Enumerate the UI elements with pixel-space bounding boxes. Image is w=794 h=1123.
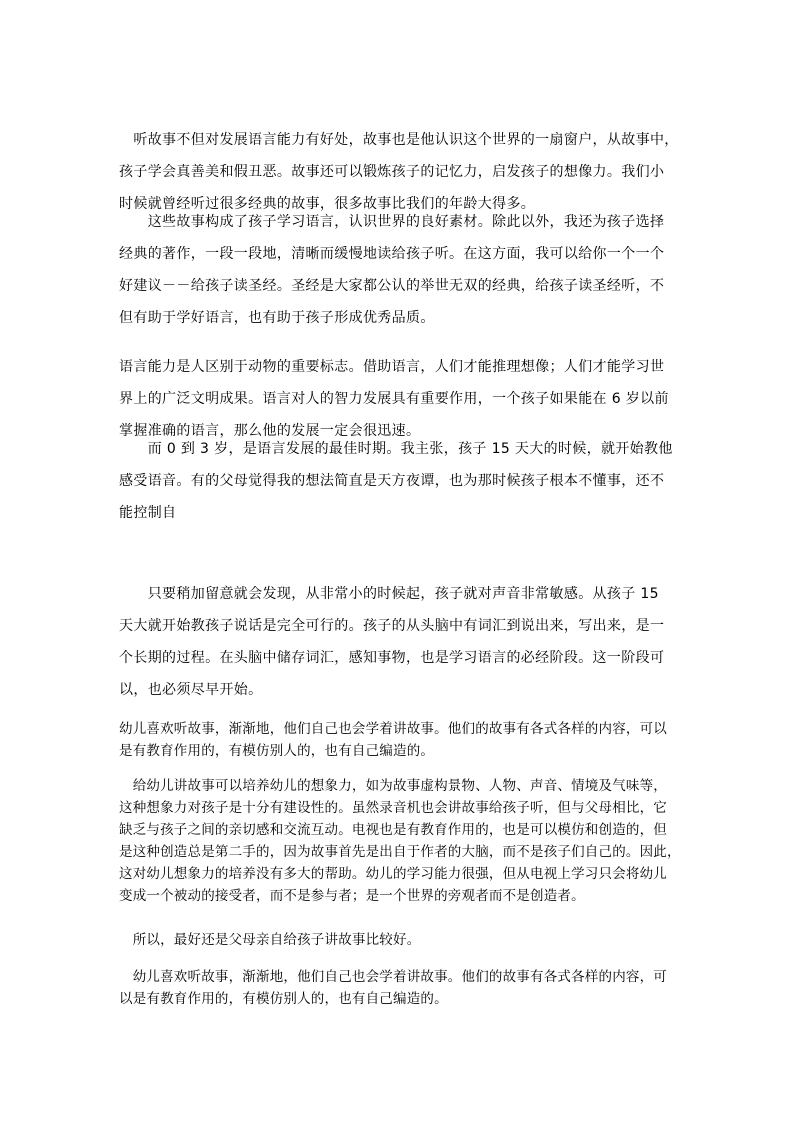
text-line: 好建议－－给孩子读圣经。圣经是大家都公认的举世无双的经典，给孩子读圣经听，不 [119, 278, 665, 294]
text-line: 这种想象力对孩子是十分有建设性的。虽然录音机也会讲故事给孩子听，但与父母相比，它 [119, 800, 667, 816]
text-line: 缺乏与孩子之间的亲切感和交流互动。电视也是有教育作用的，也是可以模仿和创造的，但 [119, 822, 667, 838]
text-line: 所以，最好还是父母亲自给孩子讲故事比较好。 [119, 932, 421, 948]
text-line: 给幼儿讲故事可以培养幼儿的想象力，如为故事虚构景物、人物、声音、情境及气味等， [119, 778, 667, 794]
paragraph-2 [119, 206, 684, 334]
text-line: 掌握准确的语言，那么他的发展一定会很迅速。 [119, 423, 421, 439]
paragraph-7 [119, 775, 684, 907]
text-line: 经典的著作，一段一段地，清晰而缓慢地读给孩子听。在这方面，我可以给你一个一个 [119, 246, 665, 262]
paragraph-4 [119, 433, 684, 529]
text-line: 是这种创造总是第二手的，因为故事首先是出自于作者的大脑，而不是孩子们自己的。因此， [119, 844, 681, 860]
text-line: 个长期的过程。在头脑中储存词汇，感知事物，也是学习语言的必经阶段。这一阶段可 [119, 650, 665, 666]
text-line: 以，也必须尽早开始。 [119, 682, 263, 698]
text-line: 语言能力是人区别于动物的重要标志。借助语言，人们才能推理想像；人们才能学习世 [119, 359, 665, 375]
paragraph-8 [119, 929, 684, 951]
text-line: 这些故事构成了孩子学习语言，认识世界的良好素材。除此以外，我还为孩子选择 [119, 214, 665, 230]
text-line: 以是有教育作用的，有模仿别人的，也有自己编造的。 [119, 991, 448, 1007]
text-line: 幼儿喜欢听故事，渐渐地，他们自己也会学着讲故事。他们的故事有各式各样的内容，可以 [119, 721, 667, 737]
paragraph-6 [119, 718, 684, 762]
text-line: 时候就曾经听过很多经典的故事，很多故事比我们的年龄大得多。 [119, 196, 536, 212]
text-line: 而 0 到 3 岁，是语言发展的最佳时期。我主张，孩子 15 天大的时候，就开始教他 [119, 441, 673, 457]
text-line: 只要稍加留意就会发现，从非常小的时候起，孩子就对声音非常敏感。从孩子 15 [119, 586, 659, 602]
text-line: 能控制自 [119, 505, 177, 521]
text-line: 天大就开始教孩子说话是完全可行的。孩子的从头脑中有词汇到说出来，写出来，是一 [119, 618, 665, 634]
text-line: 界上的广泛文明成果。语言对人的智力发展具有重要作用，一个孩子如果能在 6 岁以前 [119, 391, 669, 407]
paragraph-5 [119, 578, 684, 706]
text-line: 变成一个被动的接受者，而不是参与者；是一个世界的旁观者而不是创造者。 [119, 888, 585, 904]
text-line: 听故事不但对发展语言能力有好处，故事也是他认识这个世界的一扇窗户，从故事中， [119, 132, 679, 148]
paragraph-9 [119, 966, 684, 1010]
text-line: 但有助于学好语言，也有助于孩子形成优秀品质。 [119, 310, 435, 326]
text-line: 孩子学会真善美和假丑恶。故事还可以锻炼孩子的记忆力，启发孩子的想像力。我们小 [119, 164, 665, 180]
text-line: 这对幼儿想象力的培养没有多大的帮助。幼儿的学习能力很强，但从电视上学习只会将幼儿 [119, 866, 667, 882]
text-line: 幼儿喜欢听故事，渐渐地，他们自己也会学着讲故事。他们的故事有各式各样的内容，可 [119, 969, 667, 985]
text-line: 是有教育作用的，有模仿别人的，也有自己编造的。 [119, 743, 435, 759]
text-line: 感受语音。有的父母觉得我的想法简直是天方夜谭，也为那时候孩子根本不懂事，还不 [119, 473, 665, 489]
